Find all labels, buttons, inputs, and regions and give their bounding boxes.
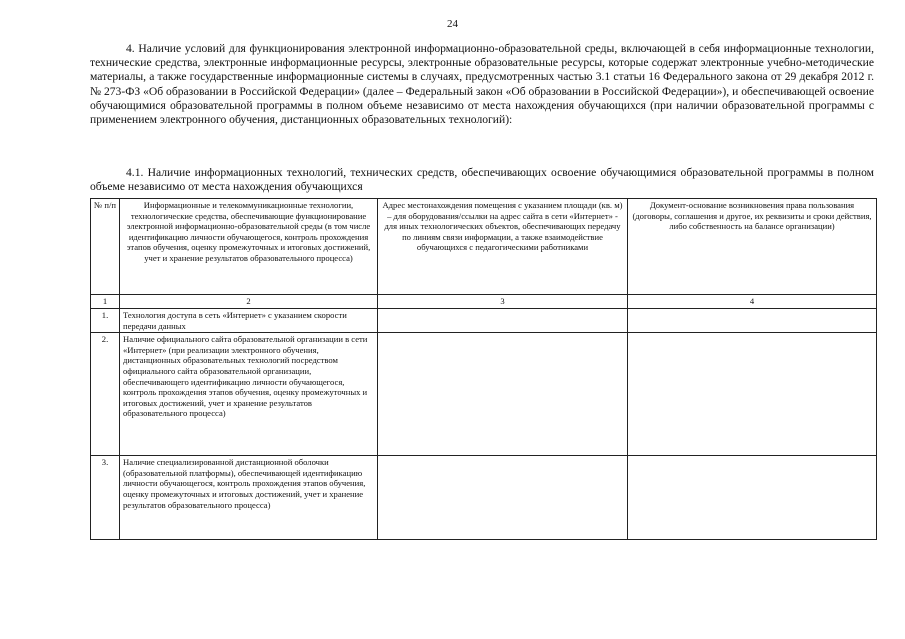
table-row [91, 456, 877, 540]
table-row [91, 309, 877, 333]
paragraph-4 [90, 42, 874, 127]
paragraph-4-1-text: 4.1. Наличие информационных технологий, технических средств, обеспечивающих освоение обучающимися образовательной программы в полном объеме независимо от места нахождения обучающихся [90, 166, 874, 194]
header-address: Адрес местонахождения помещения с указанием площади (кв. м) – для оборудования/ссылки на адрес сайта в сети «Интернет» - для иных технологических объектов, обеспечивающих передачу по линиям связи информации, а также взаимодействие обучающихся с педагогическими работниками [378, 199, 628, 295]
row-number: 3. [91, 456, 120, 540]
row-number: 1. [91, 309, 120, 333]
table-header-row [91, 199, 877, 295]
row-document [628, 309, 877, 333]
column-number: 2 [120, 295, 378, 309]
page-number: 24 [447, 18, 458, 30]
row-technology: Технология доступа в сеть «Интернет» с указанием скорости передачи данных [120, 309, 378, 333]
column-number: 3 [378, 295, 628, 309]
table-row [91, 333, 877, 456]
row-number: 2. [91, 333, 120, 456]
paragraph-4-text: 4. Наличие условий для функционирования электронной информационно-образовательной среды, включающей в себя информационные технологии, технические средства, электронные информационные ресурсы, электронные образовательные ресурсы, которые содержат электронные учебно-методические материалы, а также государственные информационные системы в случаях, предусмотренных частью 3.1 статьи 16 Федерального закона от 29 декабря 2012 г. № 273-ФЗ «Об образовании в Российской Федерации» (далее – Федеральный закон «Об образовании в Российской Федерации»), и обеспечивающей освоение обучающимися образовательной программы в полном объеме независимо от места нахождения обучающихся (при наличии образовательной программы с применением электронного обучения, дистанционных образовательных технологий): [90, 42, 874, 127]
header-document: Документ-основание возникновения права пользования (договоры, соглашения и другое, их реквизиты и сроки действия, либо собственность на балансе организации) [628, 199, 877, 295]
row-address [378, 309, 628, 333]
row-address [378, 456, 628, 540]
row-document [628, 333, 877, 456]
header-number: № п/п [91, 199, 120, 295]
resources-table [90, 198, 877, 540]
header-technologies: Информационные и телекоммуникационные технологии, технологические средства, обеспечивающие функционирование электронной информационно-образовательной среды (в том числе идентификацию личности обучающегося, контроль прохождения этапов обучения, оценку промежуточных и итоговых достижений, учет и хранение результатов образовательного процесса) [120, 199, 378, 295]
row-technology: Наличие официального сайта образовательной организации в сети «Интернет» (при реализации электронного обучения, дистанционных образовательных технологий посредством официального сайта образовательной организации, обеспечивающего идентификацию личности обучающегося, контроль прохождения этапов обучения, оценку промежуточных и итоговых достижений, учет и хранение результатов образовательного процесса) [120, 333, 378, 456]
row-document [628, 456, 877, 540]
row-technology: Наличие специализированной дистанционной оболочки (образовательной платформы), обеспечивающей идентификацию личности обучающегося, контроль прохождения этапов обучения, оценку промежуточных и итоговых достижений, учет и хранение результатов образовательного процесса) [120, 456, 378, 540]
column-number-row [91, 295, 877, 309]
row-address [378, 333, 628, 456]
paragraph-4-1 [90, 166, 874, 194]
column-number: 1 [91, 295, 120, 309]
column-number: 4 [628, 295, 877, 309]
